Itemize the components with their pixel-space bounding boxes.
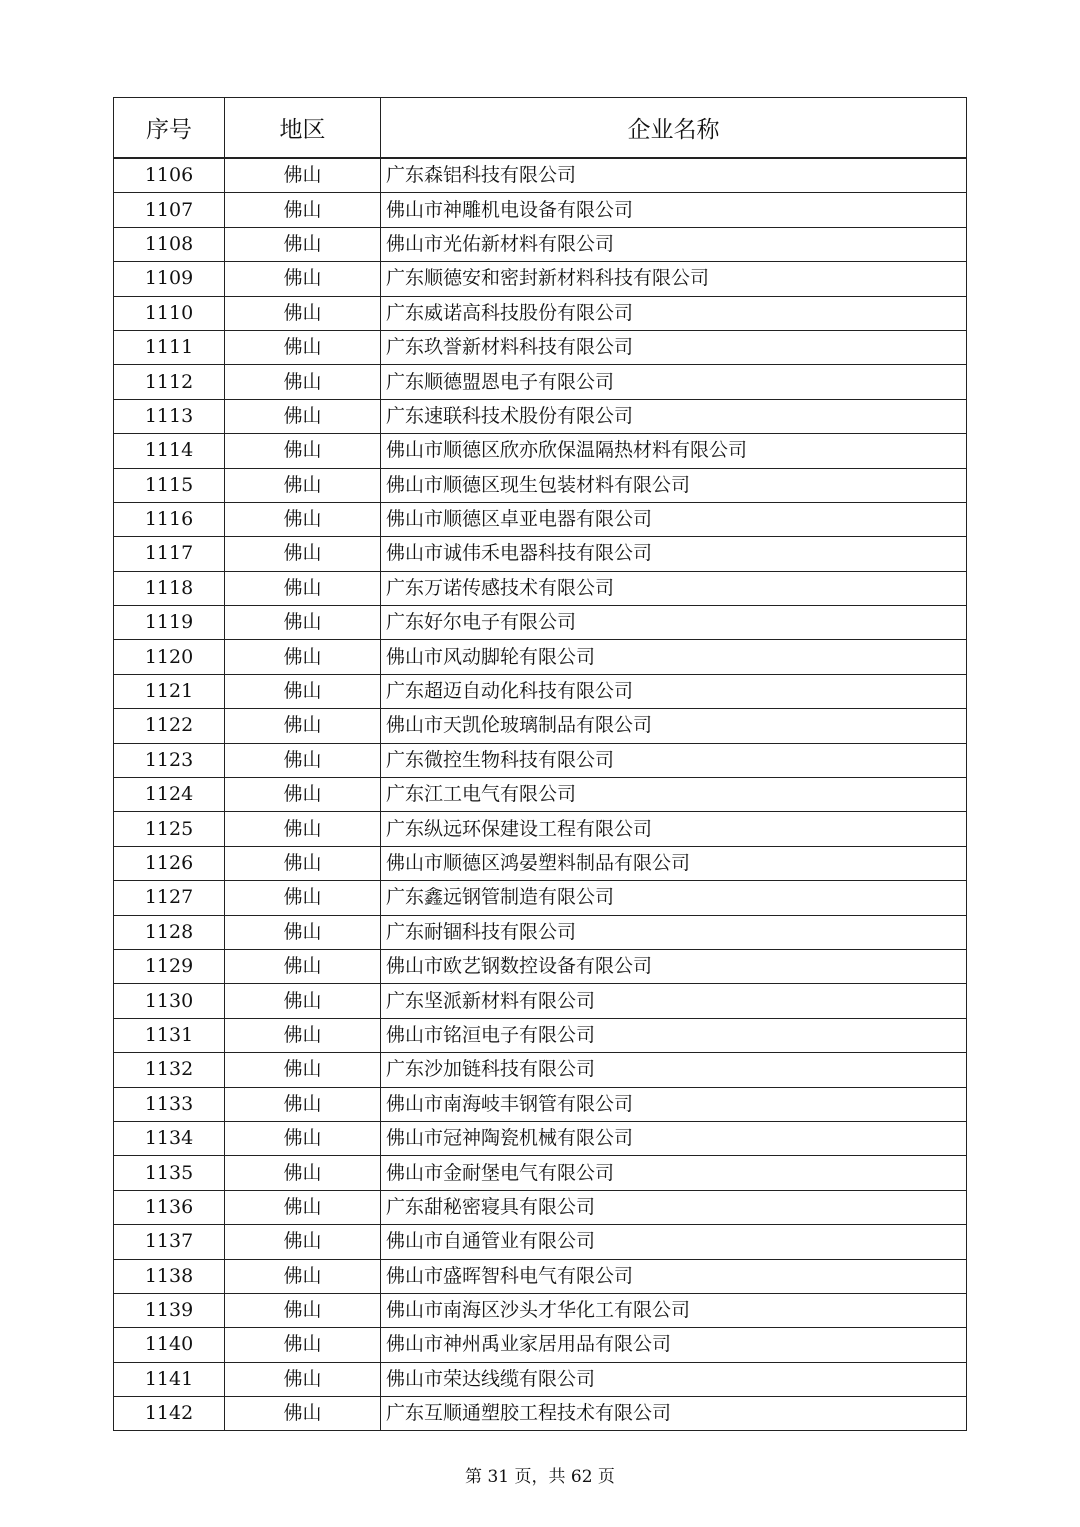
table-row — [114, 606, 967, 640]
table-row — [114, 674, 967, 708]
table-row — [114, 812, 967, 846]
row-company-name: 广东互顺通塑胶工程技术有限公司 — [381, 1397, 967, 1431]
row-company-name: 佛山市顺德区卓亚电器有限公司 — [381, 502, 967, 536]
row-serial-number: 1111 — [114, 330, 225, 364]
row-company-name: 广东坚派新材料有限公司 — [381, 984, 967, 1018]
row-company-name: 广东微控生物科技有限公司 — [381, 743, 967, 777]
table-row — [114, 262, 967, 296]
header-company-name: 企业名称 — [381, 98, 967, 159]
row-serial-number: 1120 — [114, 640, 225, 674]
row-region: 佛山 — [225, 674, 381, 708]
row-serial-number: 1107 — [114, 193, 225, 227]
table-row — [114, 846, 967, 880]
table-row — [114, 1121, 967, 1155]
row-company-name: 佛山市光佑新材料有限公司 — [381, 227, 967, 261]
row-company-name: 佛山市金耐堡电气有限公司 — [381, 1156, 967, 1190]
table-row — [114, 193, 967, 227]
table-row — [114, 227, 967, 261]
table-row — [114, 158, 967, 193]
table-row — [114, 881, 967, 915]
table-row — [114, 640, 967, 674]
table-row — [114, 434, 967, 468]
row-region: 佛山 — [225, 949, 381, 983]
header-row — [114, 98, 967, 159]
row-region: 佛山 — [225, 1156, 381, 1190]
row-serial-number: 1134 — [114, 1121, 225, 1155]
table-row — [114, 1293, 967, 1327]
row-company-name: 广东纵远环保建设工程有限公司 — [381, 812, 967, 846]
row-region: 佛山 — [225, 778, 381, 812]
row-company-name: 佛山市顺德区鸿晏塑料制品有限公司 — [381, 846, 967, 880]
row-company-name: 广东森铝科技有限公司 — [381, 158, 967, 193]
table-body — [114, 158, 967, 1431]
table-row — [114, 571, 967, 605]
table-row — [114, 709, 967, 743]
table-row — [114, 296, 967, 330]
table-row — [114, 1087, 967, 1121]
row-company-name: 广东万诺传感技术有限公司 — [381, 571, 967, 605]
row-region: 佛山 — [225, 1190, 381, 1224]
row-region: 佛山 — [225, 399, 381, 433]
row-region: 佛山 — [225, 1362, 381, 1396]
row-company-name: 广东威诺高科技股份有限公司 — [381, 296, 967, 330]
row-serial-number: 1136 — [114, 1190, 225, 1224]
row-company-name: 广东耐锢科技有限公司 — [381, 915, 967, 949]
row-serial-number: 1130 — [114, 984, 225, 1018]
row-region: 佛山 — [225, 502, 381, 536]
row-serial-number: 1139 — [114, 1293, 225, 1327]
table-header — [114, 98, 967, 159]
row-region: 佛山 — [225, 571, 381, 605]
table-row — [114, 984, 967, 1018]
row-serial-number: 1117 — [114, 537, 225, 571]
row-region: 佛山 — [225, 537, 381, 571]
row-region: 佛山 — [225, 296, 381, 330]
row-company-name: 佛山市盛晖智科电气有限公司 — [381, 1259, 967, 1293]
table-row — [114, 1397, 967, 1431]
header-serial-number: 序号 — [114, 98, 225, 159]
row-company-name: 佛山市神州禹业家居用品有限公司 — [381, 1328, 967, 1362]
row-region: 佛山 — [225, 227, 381, 261]
row-region: 佛山 — [225, 468, 381, 502]
row-company-name: 佛山市神雕机电设备有限公司 — [381, 193, 967, 227]
row-company-name: 佛山市风动脚轮有限公司 — [381, 640, 967, 674]
row-serial-number: 1109 — [114, 262, 225, 296]
table-row — [114, 1190, 967, 1224]
row-serial-number: 1108 — [114, 227, 225, 261]
row-serial-number: 1110 — [114, 296, 225, 330]
row-company-name: 广东速联科技术股份有限公司 — [381, 399, 967, 433]
row-company-name: 广东顺德盟恩电子有限公司 — [381, 365, 967, 399]
table-row — [114, 1328, 967, 1362]
row-company-name: 佛山市铭洹电子有限公司 — [381, 1018, 967, 1052]
row-region: 佛山 — [225, 262, 381, 296]
row-region: 佛山 — [225, 434, 381, 468]
row-region: 佛山 — [225, 709, 381, 743]
row-serial-number: 1115 — [114, 468, 225, 502]
row-region: 佛山 — [225, 606, 381, 640]
row-company-name: 广东好尔电子有限公司 — [381, 606, 967, 640]
row-region: 佛山 — [225, 1053, 381, 1087]
row-region: 佛山 — [225, 881, 381, 915]
table-row — [114, 778, 967, 812]
row-company-name: 佛山市荣达线缆有限公司 — [381, 1362, 967, 1396]
row-region: 佛山 — [225, 812, 381, 846]
row-region: 佛山 — [225, 1328, 381, 1362]
row-serial-number: 1106 — [114, 158, 225, 193]
row-region: 佛山 — [225, 1121, 381, 1155]
row-serial-number: 1118 — [114, 571, 225, 605]
table-row — [114, 1018, 967, 1052]
table-row — [114, 1156, 967, 1190]
row-region: 佛山 — [225, 1293, 381, 1327]
row-serial-number: 1127 — [114, 881, 225, 915]
row-region: 佛山 — [225, 193, 381, 227]
row-company-name: 佛山市欧艺钢数控设备有限公司 — [381, 949, 967, 983]
row-serial-number: 1126 — [114, 846, 225, 880]
table-row — [114, 1053, 967, 1087]
row-region: 佛山 — [225, 915, 381, 949]
row-serial-number: 1138 — [114, 1259, 225, 1293]
row-company-name: 佛山市诚伟禾电器科技有限公司 — [381, 537, 967, 571]
table-row — [114, 1362, 967, 1396]
row-company-name: 佛山市自通管业有限公司 — [381, 1225, 967, 1259]
row-region: 佛山 — [225, 158, 381, 193]
table-row — [114, 468, 967, 502]
row-serial-number: 1112 — [114, 365, 225, 399]
table-row — [114, 743, 967, 777]
table-row — [114, 537, 967, 571]
row-serial-number: 1141 — [114, 1362, 225, 1396]
row-serial-number: 1133 — [114, 1087, 225, 1121]
row-company-name: 广东超迈自动化科技有限公司 — [381, 674, 967, 708]
row-serial-number: 1124 — [114, 778, 225, 812]
row-region: 佛山 — [225, 1018, 381, 1052]
row-company-name: 佛山市南海岐丰钢管有限公司 — [381, 1087, 967, 1121]
row-serial-number: 1119 — [114, 606, 225, 640]
row-serial-number: 1121 — [114, 674, 225, 708]
table-row — [114, 365, 967, 399]
row-company-name: 佛山市冠神陶瓷机械有限公司 — [381, 1121, 967, 1155]
row-company-name: 佛山市顺德区欣亦欣保温隔热材料有限公司 — [381, 434, 967, 468]
row-company-name: 广东玖誉新材料科技有限公司 — [381, 330, 967, 364]
row-region: 佛山 — [225, 1087, 381, 1121]
row-region: 佛山 — [225, 984, 381, 1018]
row-serial-number: 1129 — [114, 949, 225, 983]
row-region: 佛山 — [225, 743, 381, 777]
row-serial-number: 1113 — [114, 399, 225, 433]
row-region: 佛山 — [225, 365, 381, 399]
row-serial-number: 1123 — [114, 743, 225, 777]
row-serial-number: 1131 — [114, 1018, 225, 1052]
row-region: 佛山 — [225, 846, 381, 880]
header-region: 地区 — [225, 98, 381, 159]
row-serial-number: 1135 — [114, 1156, 225, 1190]
company-roster-table — [113, 97, 967, 1431]
row-serial-number: 1128 — [114, 915, 225, 949]
row-company-name: 广东顺德安和密封新材料科技有限公司 — [381, 262, 967, 296]
row-region: 佛山 — [225, 330, 381, 364]
row-company-name: 广东沙加链科技有限公司 — [381, 1053, 967, 1087]
row-region: 佛山 — [225, 1225, 381, 1259]
row-company-name: 佛山市顺德区现生包装材料有限公司 — [381, 468, 967, 502]
row-company-name: 佛山市南海区沙头才华化工有限公司 — [381, 1293, 967, 1327]
row-company-name: 佛山市天凯伦玻璃制品有限公司 — [381, 709, 967, 743]
row-serial-number: 1132 — [114, 1053, 225, 1087]
table-row — [114, 502, 967, 536]
table-row — [114, 949, 967, 983]
row-serial-number: 1140 — [114, 1328, 225, 1362]
row-region: 佛山 — [225, 1397, 381, 1431]
row-company-name: 广东鑫远钢管制造有限公司 — [381, 881, 967, 915]
row-region: 佛山 — [225, 640, 381, 674]
row-serial-number: 1116 — [114, 502, 225, 536]
row-company-name: 广东甜秘密寝具有限公司 — [381, 1190, 967, 1224]
row-serial-number: 1114 — [114, 434, 225, 468]
table-row — [114, 915, 967, 949]
row-serial-number: 1122 — [114, 709, 225, 743]
table-row — [114, 1225, 967, 1259]
page-number-footer: 第 31 页，共 62 页 — [465, 1467, 615, 1487]
row-serial-number: 1125 — [114, 812, 225, 846]
row-region: 佛山 — [225, 1259, 381, 1293]
row-company-name: 广东江工电气有限公司 — [381, 778, 967, 812]
row-serial-number: 1142 — [114, 1397, 225, 1431]
table-row — [114, 330, 967, 364]
table-row — [114, 399, 967, 433]
table-row — [114, 1259, 967, 1293]
row-serial-number: 1137 — [114, 1225, 225, 1259]
